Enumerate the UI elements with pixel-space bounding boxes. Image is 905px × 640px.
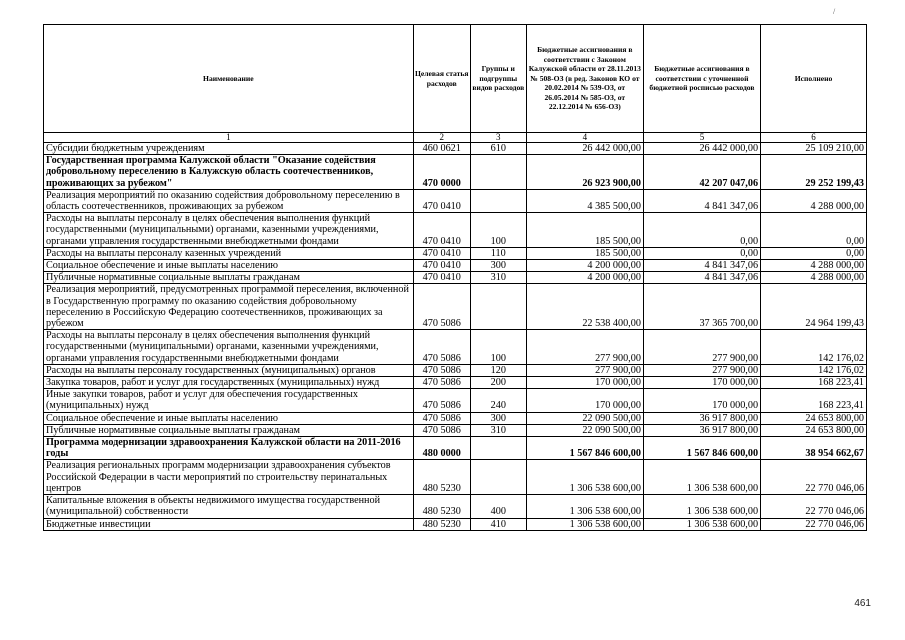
row-law-amount: 26 442 000,00 — [526, 143, 643, 155]
row-executed-amount: 168 223,41 — [761, 377, 867, 389]
row-expense-group: 240 — [470, 389, 526, 412]
row-refined-amount: 0,00 — [643, 247, 760, 259]
row-law-amount: 185 500,00 — [526, 247, 643, 259]
row-name: Расходы на выплаты персоналу в целях обеспечения выполнения функций государственными (муниципальными) органами, казенными учреждениями, органами управления государственными внебюджетными фондами — [44, 213, 414, 248]
table-row — [44, 389, 867, 412]
table-row — [44, 284, 867, 330]
row-expense-group — [470, 460, 526, 495]
row-expense-group: 410 — [470, 518, 526, 530]
row-expense-group — [470, 437, 526, 460]
row-name: Расходы на выплаты персоналу казенных учреждений — [44, 247, 414, 259]
row-executed-amount: 0,00 — [761, 213, 867, 248]
row-target-article: 480 5230 — [413, 495, 470, 518]
header-expense-group: Группы и подгруппы видов расходов — [470, 25, 526, 133]
row-executed-amount: 4 288 000,00 — [761, 260, 867, 272]
table-header-row — [44, 25, 867, 133]
header-target-article: Целевая статья расходов — [413, 25, 470, 133]
column-number: 4 — [526, 133, 643, 143]
row-target-article: 470 0410 — [413, 272, 470, 284]
row-refined-amount: 36 917 800,00 — [643, 424, 760, 436]
row-refined-amount: 36 917 800,00 — [643, 412, 760, 424]
table-row — [44, 495, 867, 518]
row-name: Расходы на выплаты персоналу в целях обеспечения выполнения функций государственными (муниципальными) органами, казенными учреждениями, органами управления государственными внебюджетными фондами — [44, 330, 414, 365]
row-target-article: 480 0000 — [413, 437, 470, 460]
row-name: Социальное обеспечение и иные выплаты населению — [44, 260, 414, 272]
row-refined-amount: 277 900,00 — [643, 330, 760, 365]
table-row — [44, 437, 867, 460]
row-law-amount: 277 900,00 — [526, 364, 643, 376]
row-executed-amount: 4 288 000,00 — [761, 272, 867, 284]
table-row — [44, 460, 867, 495]
row-executed-amount: 142 176,02 — [761, 330, 867, 365]
table-row — [44, 213, 867, 248]
row-target-article: 460 0621 — [413, 143, 470, 155]
row-executed-amount: 142 176,02 — [761, 364, 867, 376]
row-name: Реализация мероприятий, предусмотренных программой переселения, включенной в Государственную программу по оказанию содействия добровольному переселению в Российскую Федерацию соотечественников, проживающих за рубежом — [44, 284, 414, 330]
table-row — [44, 364, 867, 376]
row-law-amount: 170 000,00 — [526, 389, 643, 412]
row-expense-group — [470, 189, 526, 212]
row-target-article: 470 5086 — [413, 389, 470, 412]
row-refined-amount: 4 841 347,06 — [643, 189, 760, 212]
row-law-amount: 1 306 538 600,00 — [526, 460, 643, 495]
row-expense-group: 400 — [470, 495, 526, 518]
row-target-article: 470 5086 — [413, 377, 470, 389]
table-row — [44, 412, 867, 424]
page-number: 461 — [854, 598, 871, 609]
table-row — [44, 155, 867, 190]
row-executed-amount: 24 653 800,00 — [761, 424, 867, 436]
row-executed-amount: 25 109 210,00 — [761, 143, 867, 155]
row-expense-group: 100 — [470, 330, 526, 365]
row-target-article: 470 5086 — [413, 364, 470, 376]
column-number: 6 — [761, 133, 867, 143]
row-target-article: 480 5230 — [413, 460, 470, 495]
row-name: Расходы на выплаты персоналу государственных (муниципальных) органов — [44, 364, 414, 376]
row-expense-group: 120 — [470, 364, 526, 376]
row-executed-amount: 24 653 800,00 — [761, 412, 867, 424]
row-law-amount: 1 306 538 600,00 — [526, 518, 643, 530]
table-row — [44, 518, 867, 530]
table-row — [44, 189, 867, 212]
column-number: 1 — [44, 133, 414, 143]
table-row — [44, 260, 867, 272]
row-refined-amount: 1 306 538 600,00 — [643, 495, 760, 518]
row-refined-amount: 1 306 538 600,00 — [643, 518, 760, 530]
row-name: Бюджетные инвестиции — [44, 518, 414, 530]
row-refined-amount: 0,00 — [643, 213, 760, 248]
header-executed: Исполнено — [761, 25, 867, 133]
row-name: Капитальные вложения в объекты недвижимого имущества государственной (муниципальной) собственности — [44, 495, 414, 518]
row-executed-amount: 168 223,41 — [761, 389, 867, 412]
row-name: Реализация мероприятий по оказанию содействия добровольному переселению в область соотечественников, проживающих за рубежом — [44, 189, 414, 212]
table-row — [44, 424, 867, 436]
column-number: 2 — [413, 133, 470, 143]
row-law-amount: 4 200 000,00 — [526, 272, 643, 284]
table-row — [44, 272, 867, 284]
row-executed-amount: 24 964 199,43 — [761, 284, 867, 330]
table-row — [44, 247, 867, 259]
row-executed-amount: 38 954 662,67 — [761, 437, 867, 460]
row-law-amount: 170 000,00 — [526, 377, 643, 389]
row-refined-amount: 1 567 846 600,00 — [643, 437, 760, 460]
row-executed-amount: 0,00 — [761, 247, 867, 259]
row-expense-group: 300 — [470, 260, 526, 272]
row-name: Иные закупки товаров, работ и услуг для обеспечения государственных (муниципальных) нужд — [44, 389, 414, 412]
row-law-amount: 4 385 500,00 — [526, 189, 643, 212]
row-expense-group: 310 — [470, 424, 526, 436]
row-executed-amount: 29 252 199,43 — [761, 155, 867, 190]
row-name: Государственная программа Калужской области "Оказание содействия добровольному переселению в Калужскую область соотечественников, проживающих за рубежом" — [44, 155, 414, 190]
row-target-article: 470 5086 — [413, 284, 470, 330]
row-expense-group: 200 — [470, 377, 526, 389]
row-refined-amount: 4 841 347,06 — [643, 260, 760, 272]
column-number-row — [44, 133, 867, 143]
row-executed-amount: 22 770 046,06 — [761, 518, 867, 530]
row-expense-group: 100 — [470, 213, 526, 248]
row-expense-group — [470, 155, 526, 190]
column-number: 3 — [470, 133, 526, 143]
budget-execution-table — [43, 24, 867, 531]
row-executed-amount: 22 770 046,06 — [761, 495, 867, 518]
row-name: Публичные нормативные социальные выплаты гражданам — [44, 424, 414, 436]
table-row — [44, 377, 867, 389]
row-expense-group: 310 — [470, 272, 526, 284]
row-executed-amount: 22 770 046,06 — [761, 460, 867, 495]
row-target-article: 470 0410 — [413, 213, 470, 248]
row-refined-amount: 1 306 538 600,00 — [643, 460, 760, 495]
table-row — [44, 143, 867, 155]
row-executed-amount: 4 288 000,00 — [761, 189, 867, 212]
row-target-article: 470 0410 — [413, 247, 470, 259]
row-target-article: 470 0410 — [413, 189, 470, 212]
row-law-amount: 4 200 000,00 — [526, 260, 643, 272]
row-target-article: 470 5086 — [413, 330, 470, 365]
row-name: Субсидии бюджетным учреждениям — [44, 143, 414, 155]
header-law-allocations: Бюджетные ассигнования в соответствии с Законом Калужской области от 28.11.2013 № 508-ОЗ (в ред. Законов КО от 20.02.2014 № 539-ОЗ, от 26.05.2014 № 585-ОЗ, от 22.12.2014 № 656-ОЗ) — [526, 25, 643, 133]
row-target-article: 470 0410 — [413, 260, 470, 272]
row-target-article: 470 5086 — [413, 412, 470, 424]
row-expense-group — [470, 284, 526, 330]
row-law-amount: 277 900,00 — [526, 330, 643, 365]
row-target-article: 480 5230 — [413, 518, 470, 530]
row-refined-amount: 170 000,00 — [643, 389, 760, 412]
row-refined-amount: 4 841 347,06 — [643, 272, 760, 284]
row-name: Реализация региональных программ модернизации здравоохранения субъектов Российской Федерации в части мероприятий по строительству перинатальных центров — [44, 460, 414, 495]
row-expense-group: 610 — [470, 143, 526, 155]
row-name: Закупка товаров, работ и услуг для государственных (муниципальных) нужд — [44, 377, 414, 389]
column-number: 5 — [643, 133, 760, 143]
row-refined-amount: 26 442 000,00 — [643, 143, 760, 155]
row-expense-group: 110 — [470, 247, 526, 259]
row-name: Программа модернизации здравоохранения Калужской области на 2011-2016 годы — [44, 437, 414, 460]
row-name: Социальное обеспечение и иные выплаты населению — [44, 412, 414, 424]
row-law-amount: 185 500,00 — [526, 213, 643, 248]
row-law-amount: 22 090 500,00 — [526, 412, 643, 424]
header-name: Наименование — [44, 25, 414, 133]
row-name: Публичные нормативные социальные выплаты гражданам — [44, 272, 414, 284]
row-target-article: 470 5086 — [413, 424, 470, 436]
table-row — [44, 330, 867, 365]
row-expense-group: 300 — [470, 412, 526, 424]
row-law-amount: 1 567 846 600,00 — [526, 437, 643, 460]
row-refined-amount: 37 365 700,00 — [643, 284, 760, 330]
row-refined-amount: 170 000,00 — [643, 377, 760, 389]
row-law-amount: 1 306 538 600,00 — [526, 495, 643, 518]
scan-mark: / — [833, 7, 836, 16]
row-law-amount: 26 923 900,00 — [526, 155, 643, 190]
header-refined-allocations: Бюджетные ассигнования в соответствии с уточненной бюджетной росписью расходов — [643, 25, 760, 133]
row-refined-amount: 277 900,00 — [643, 364, 760, 376]
row-law-amount: 22 538 400,00 — [526, 284, 643, 330]
row-target-article: 470 0000 — [413, 155, 470, 190]
row-law-amount: 22 090 500,00 — [526, 424, 643, 436]
row-refined-amount: 42 207 047,06 — [643, 155, 760, 190]
table-body — [44, 143, 867, 531]
